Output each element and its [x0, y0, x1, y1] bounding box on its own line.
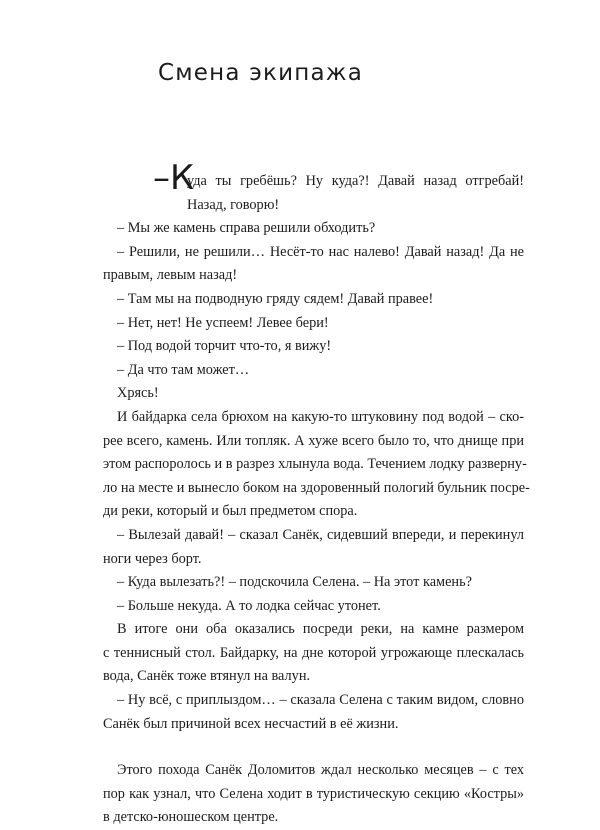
text-line: Санёк был причиной всех несчастий в её жизни.: [103, 715, 399, 732]
text-line: ди реки, который и был предметом спора.: [103, 503, 358, 520]
text-line: правым, левым назад!: [103, 267, 238, 284]
text-line: вода, Санёк тоже втянул на валун.: [103, 668, 311, 685]
text-line: – Ну всё, с приплыздом… – сказала Селена с таким видом, словно: [117, 692, 524, 709]
text-line: – Под водой торчит что-то, я вижу!: [117, 338, 332, 355]
text-line: ноги через борт.: [103, 550, 202, 567]
paragraph-gap: [103, 736, 524, 759]
text-line: пор как узнал, что Селена ходит в туристическую секцию «Костры»: [103, 785, 524, 802]
text-line: Этого похода Санёк Доломитов ждал несколько месяцев – с тех: [117, 762, 524, 779]
text-line: в детско-юношеском центре.: [103, 809, 279, 826]
chapter-title: Смена экипажа: [158, 60, 364, 86]
text-line: – Больше некуда. А то лодка сейчас утонет.: [117, 597, 381, 614]
text-line: – Нет, нет! Не успеем! Левее бери!: [117, 314, 329, 331]
text-line: – Куда вылезать?! – подскочила Селена. – На этот камень?: [117, 574, 472, 591]
text-line: [103, 158, 524, 198]
text-line: И байдарка села брюхом на какую-то штуковину под водой – ско-: [117, 408, 524, 425]
text-line-content: уда ты гребёшь? Ну куда?! Давай назад отгребай!: [187, 173, 524, 189]
text-line: Хрясь!: [117, 385, 159, 402]
text-line: ло на месте и вынесло боком на здоровенный пологий бульник посре-: [103, 479, 530, 496]
chapter-text: [103, 158, 530, 830]
text-line: с теннисный стол. Байдарку, на дне которой угрожающе плескалась: [103, 644, 524, 661]
text-line: – Мы же камень справа решили обходить?: [117, 220, 376, 237]
text-line: – Решили, не решили… Несёт-то нас налево! Давай назад! Да не: [117, 243, 524, 260]
text-line: рее всего, камень. Или топляк. А хуже всего было то, что днище при: [103, 432, 524, 449]
text-line: – Вылезай давай! – сказал Санёк, сидевший впереди, и перекинул: [117, 526, 524, 543]
text-line: этом распоролось и в разрез хлынула вода. Течением лодку разверну-: [103, 456, 527, 473]
text-line: Назад, говорю!: [187, 196, 280, 213]
text-line: В итоге они оба оказались посреди реки, на камне размером: [117, 621, 524, 638]
text-line: – Там мы на подводную гряду сядем! Давай правее!: [117, 290, 434, 307]
drop-cap: –К: [153, 158, 195, 198]
text-line: – Да что там может…: [117, 361, 250, 378]
